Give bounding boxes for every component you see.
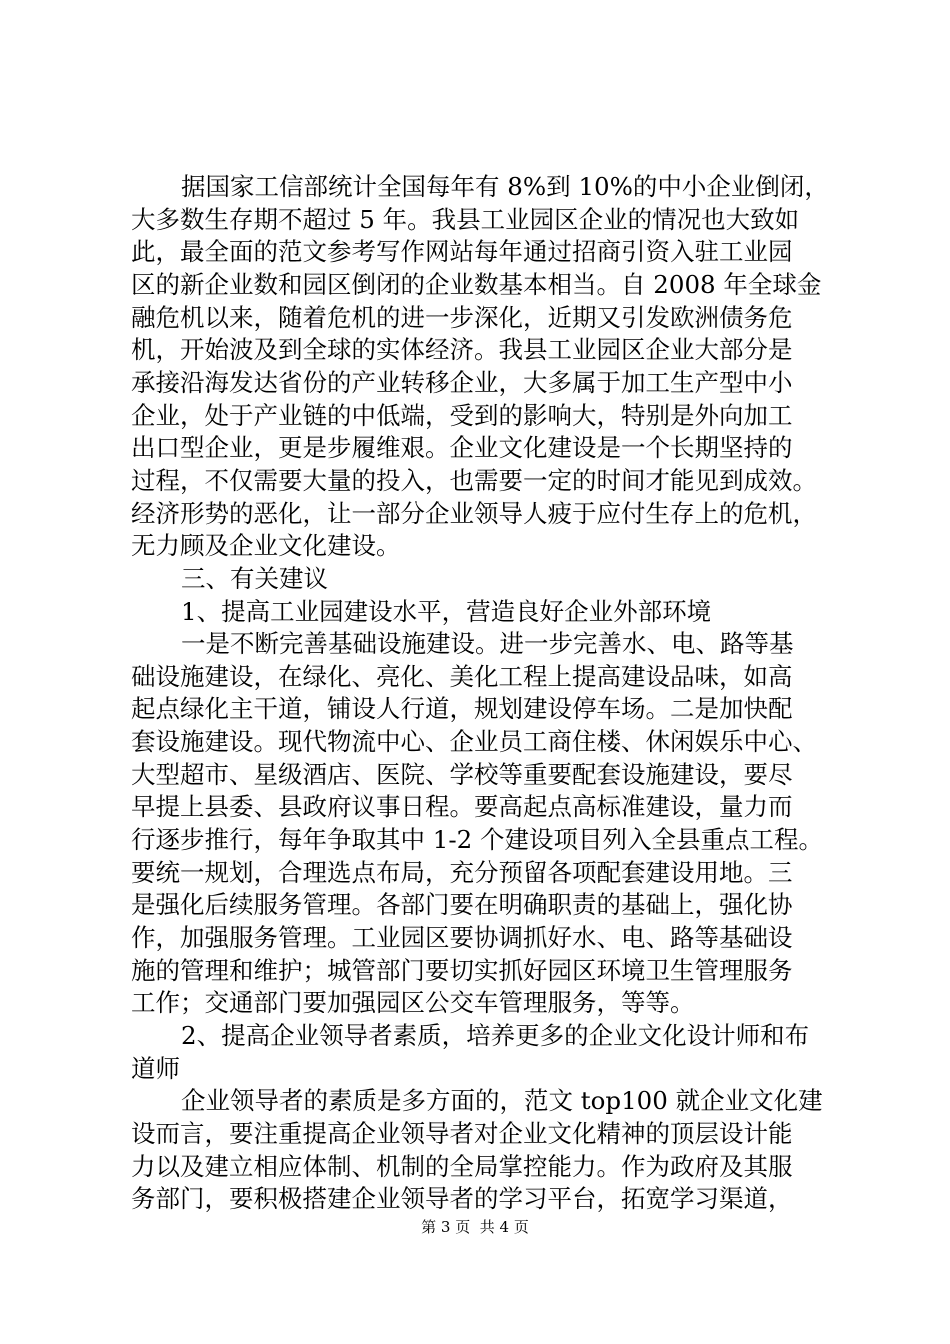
page-footer: 第 3 页 共 4 页 <box>421 1218 529 1236</box>
paragraph-line: 承接沿海发达省份的产业转移企业，大多属于加工生产型中小 <box>131 367 793 397</box>
paragraph-line: 出口型企业，更是步履维艰。企业文化建设是一个长期坚持的 <box>131 433 793 463</box>
section-heading: 三、有关建议 <box>181 563 328 593</box>
paragraph-line: 无力顾及企业文化建设。 <box>131 531 401 561</box>
paragraph-line: 起点绿化主干道，铺设人行道，规划建设停车场。二是加快配 <box>131 694 793 724</box>
paragraph-line: 经济形势的恶化，让一部分企业领导人疲于应付生存上的危机， <box>131 498 817 528</box>
paragraph-line: 大型超市、星级酒店、医院、学校等重要配套设施建设，要尽 <box>131 759 793 789</box>
paragraph-line: 作，加强服务管理。工业园区要协调抓好水、电、路等基础设 <box>131 922 793 952</box>
paragraph-line: 据国家工信部统计全国每年有 8%到 10%的中小企业倒闭， <box>181 172 829 201</box>
paragraph-line: 施的管理和维护；城管部门要切实抓好园区环境卫生管理服务 <box>131 955 793 985</box>
paragraph-line: 过程，不仅需要大量的投入，也需要一定的时间才能见到成效。 <box>131 465 817 495</box>
subsection-heading: 1、提高工业园建设水平，营造良好企业外部环境 <box>181 596 712 626</box>
paragraph-line: 此，最全面的范文参考写作网站每年通过招商引资入驻工业园 <box>131 237 793 267</box>
paragraph-line: 础设施建设，在绿化、亮化、美化工程上提高建设品味，如高 <box>131 661 793 691</box>
paragraph-line: 企业，处于产业链的中低端，受到的影响大，特别是外向加工 <box>131 400 793 430</box>
paragraph-line: 设而言，要注重提高企业领导者对企业文化精神的顶层设计能 <box>131 1118 793 1148</box>
paragraph-line: 区的新企业数和园区倒闭的企业数基本相当。自 2008 年全球金 <box>131 269 822 299</box>
paragraph-line: 早提上县委、县政府议事日程。要高起点高标准建设，量力而 <box>131 792 793 822</box>
paragraph-line: 是强化后续服务管理。各部门要在明确职责的基础上，强化协 <box>131 890 793 920</box>
paragraph-line: 套设施建设。现代物流中心、企业员工商住楼、休闲娱乐中心、 <box>131 727 817 756</box>
paragraph-line: 务部门，要积极搭建企业领导者的学习平台，拓宽学习渠道， <box>131 1184 793 1214</box>
paragraph-line: 要统一规划，合理选点布局，充分预留各项配套建设用地。三 <box>131 857 793 887</box>
subsection-heading: 2、提高企业领导者素质，培养更多的企业文化设计师和布 <box>181 1020 810 1050</box>
paragraph-line: 一是不断完善基础设施建设。进一步完善水、电、路等基 <box>181 629 794 659</box>
subsection-heading: 道师 <box>131 1053 180 1083</box>
paragraph-line: 行逐步推行，每年争取其中 1-2 个建设项目列入全县重点工程。 <box>131 825 824 854</box>
paragraph-line: 工作；交通部门要加强园区公交车管理服务，等等。 <box>131 988 695 1018</box>
paragraph-line: 融危机以来，随着危机的进一步深化，近期又引发欧洲债务危 <box>131 302 793 332</box>
paragraph-line: 企业领导者的素质是多方面的，范文 top100 就企业文化建 <box>181 1086 823 1116</box>
paragraph-line: 大多数生存期不超过 5 年。我县工业园区企业的情况也大致如 <box>131 204 800 234</box>
paragraph-line: 机，开始波及到全球的实体经济。我县工业园区企业大部分是 <box>131 335 793 365</box>
paragraph-line: 力以及建立相应体制、机制的全局掌控能力。作为政府及其服 <box>131 1151 793 1181</box>
